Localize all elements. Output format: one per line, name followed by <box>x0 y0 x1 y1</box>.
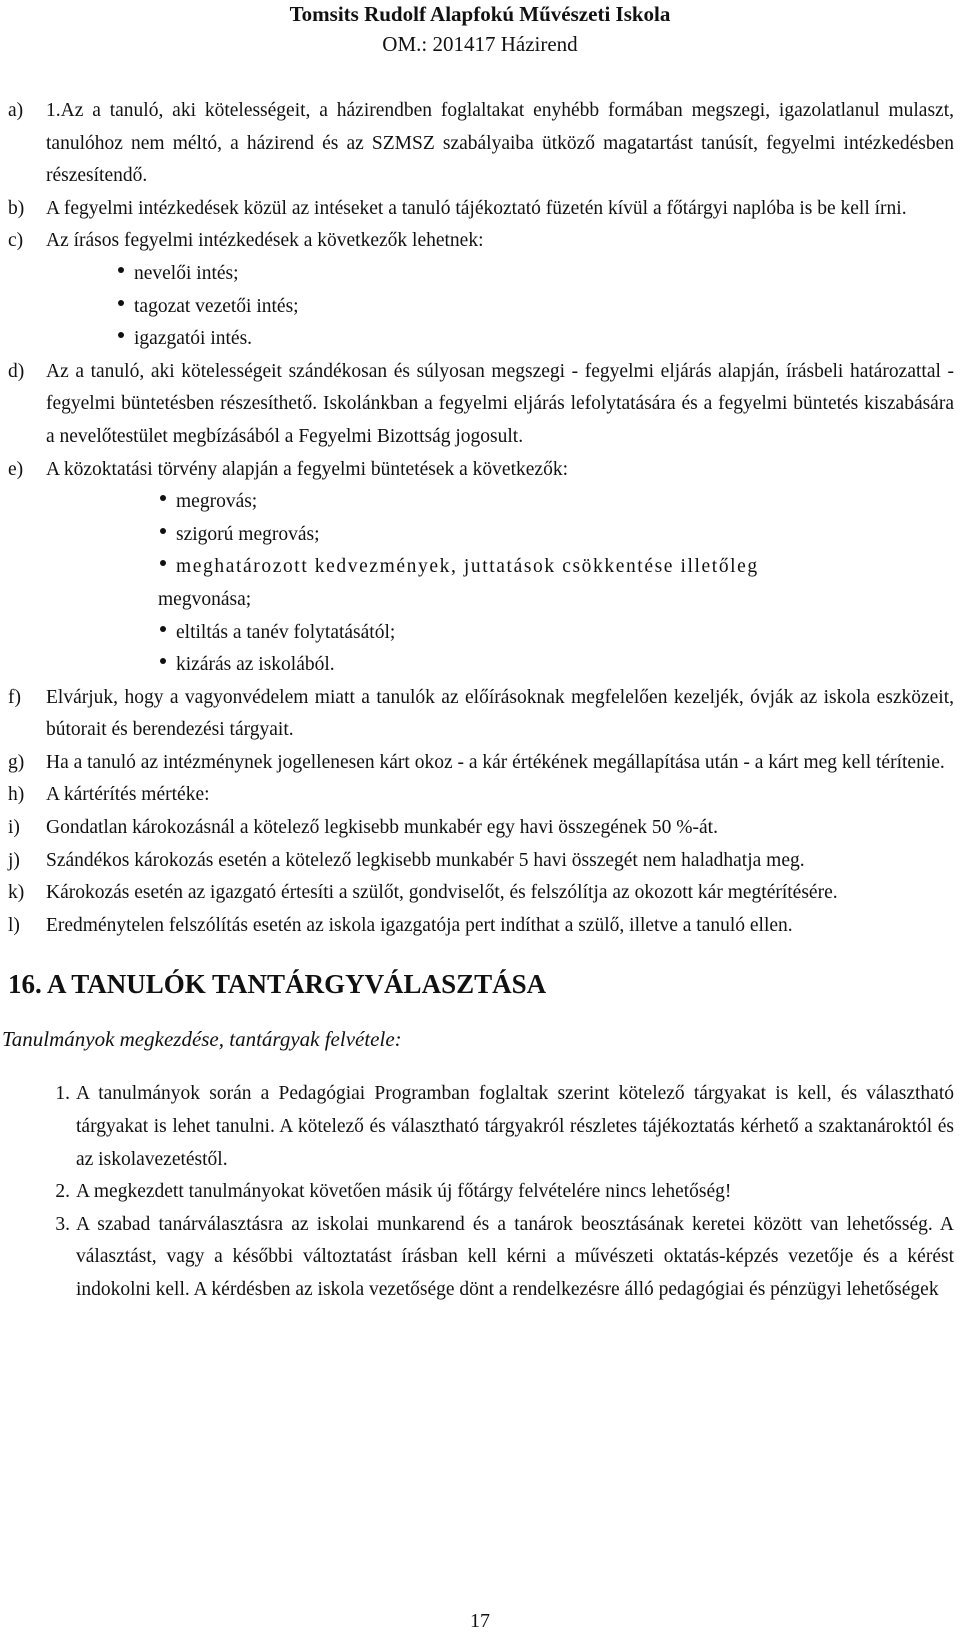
item-text: A tanulmányok során a Pedagógiai Programban foglaltak szerint kötelező tárgyakat is kell, és választható tárgyakat is lehet tanulni. A kötelező és választható tárgyakról részletes tájékoztatás kérhető a szaktanároktól és az iskolavezetéstől. <box>76 1083 954 1170</box>
list-item-g <box>8 747 954 780</box>
item-marker: h) <box>8 784 25 806</box>
school-name: Tomsits Rudolf Alapfokú Művészeti Iskola <box>289 2 671 26</box>
bullet-item: megrovás; <box>158 486 954 519</box>
item-text: Szándékos károkozás esetén a kötelező legkisebb munkabér 5 havi összegét nem haladhatja meg. <box>46 849 805 871</box>
item-marker: b) <box>8 197 25 219</box>
item-marker: g) <box>8 751 25 773</box>
list-item-f <box>8 682 954 747</box>
bullet-item: tagozat vezetői intés; <box>116 291 954 324</box>
bullet-icon <box>158 551 176 584</box>
bullet-item: igazgatói intés. <box>116 323 954 356</box>
item-text: A megkezdett tanulmányokat követően másik új főtárgy felvételére nincs lehetőség! <box>76 1181 732 1203</box>
item-number: 1. <box>55 1083 70 1105</box>
bullet-icon <box>158 649 176 682</box>
bullet-wrap-line: megvonása; <box>158 588 252 610</box>
bullet-item: eltiltás a tanév folytatásától; <box>158 617 954 650</box>
item-number: 3. <box>55 1213 70 1235</box>
subsection-title: Tanulmányok megkezdése, tantárgyak felvétele: <box>2 1027 402 1052</box>
e-bullet-list <box>8 486 954 584</box>
list-item-l <box>8 910 954 943</box>
list-item-k <box>8 877 954 910</box>
page-number: 17 <box>470 1610 490 1632</box>
item-marker: e) <box>8 458 24 480</box>
numbered-list <box>8 1078 954 1306</box>
numbered-item <box>40 1176 954 1209</box>
bullet-item: nevelői intés; <box>116 258 954 291</box>
list-item-c <box>8 225 954 258</box>
item-marker: j) <box>8 849 20 871</box>
list-item-d <box>8 356 954 454</box>
bullet-icon <box>116 323 134 356</box>
page-header <box>0 0 960 58</box>
bullet-item: kizárás az iskolából. <box>158 649 954 682</box>
document-body <box>2 95 954 1307</box>
list-item-a <box>8 95 954 193</box>
item-text: Gondatlan károkozásnál a kötelező legkisebb munkabér egy havi összegének 50 %-át. <box>46 817 718 839</box>
item-text: Ha a tanuló az intézménynek jogellenesen kárt okoz - a kár értékének megállapítása után - a kárt meg kell térítenie. <box>46 751 945 773</box>
item-marker: d) <box>8 360 25 382</box>
numbered-item <box>40 1209 954 1307</box>
item-text: Elvárjuk, hogy a vagyonvédelem miatt a tanulók az előírásoknak megfelelően kezeljék, óvják az iskola eszközeit, bútorait és berendezési tárgyait. <box>46 686 954 741</box>
item-text: A fegyelmi intézkedések közül az intéseket a tanuló tájékoztató füzetén kívül a főtárgyi naplóba is be kell írni. <box>46 197 907 219</box>
bullet-item: meghatározott kedvezmények, juttatások csökkentése illetőleg <box>158 551 954 584</box>
list-item-i <box>8 812 954 845</box>
item-marker: k) <box>8 882 25 904</box>
e-bullet-list-cont <box>8 617 954 682</box>
item-marker: i) <box>8 817 20 839</box>
item-marker: c) <box>8 230 24 252</box>
item-text: A szabad tanárválasztásra az iskolai munkarend és a tanárok beosztásának keretei között van lehetősség. A választást, vagy a későbbi változtatást írásban kell kérni a művészeti oktatás-képzés vezetője és a kérést indokolni kell. A kérdésben az iskola vezetősége dönt a rendelkezésre álló pedagógiai és pénzügyi lehetőségek <box>76 1213 954 1300</box>
item-marker: f) <box>8 686 21 708</box>
bullet-icon <box>116 258 134 291</box>
item-number: 2. <box>55 1181 70 1203</box>
item-marker: a) <box>8 100 24 121</box>
bullet-icon <box>116 291 134 324</box>
c-bullet-list <box>8 258 954 356</box>
list-item-h <box>8 779 954 812</box>
list-item-b <box>8 193 954 226</box>
section-title: 16. A TANULÓK TANTÁRGYVÁLASZTÁSA <box>8 969 547 1000</box>
document-id: OM.: 201417 Házirend <box>382 32 578 56</box>
item-text: Károkozás esetén az igazgató értesíti a szülőt, gondviselőt, és felszólítja az okozott kár megtérítésére. <box>46 882 838 904</box>
bullet-item: szigorú megrovás; <box>158 519 954 552</box>
item-text: A kártérítés mértéke: <box>46 784 210 806</box>
item-text: Eredménytelen felszólítás esetén az iskola igazgatója pert indíthat a szülő, illetve a tanuló ellen. <box>46 914 793 936</box>
item-text: Az a tanuló, aki kötelességeit szándékosan és súlyosan megszegi - fegyelmi eljárás alapján, írásbeli határozattal - fegyelmi büntetésben részesíthető. Iskolánkban a fegyelmi eljárás lefolytatására és a fegyelmi büntetés kiszabására a nevelőtestület megbízásából a Fegyelmi Bizottság jogosult. <box>46 360 954 447</box>
item-marker: l) <box>8 914 20 936</box>
numbered-item <box>40 1078 954 1176</box>
list-item-e <box>8 454 954 487</box>
bullet-icon <box>158 617 176 650</box>
bullet-icon <box>158 519 176 552</box>
item-text: 1.Az a tanuló, aki kötelességeit, a házirendben foglaltakat enyhébb formában megszegi, igazolatlanul mulaszt, tanulóhoz nem méltó, a házirend és az SZMSZ szabályaiba ütköző magatartást tanúsít, fegyelmi intézkedésben részesítendő. <box>46 100 954 187</box>
item-text: A közoktatási törvény alapján a fegyelmi büntetések a következők: <box>46 458 568 480</box>
item-text: Az írásos fegyelmi intézkedések a következők lehetnek: <box>46 230 484 252</box>
bullet-icon <box>158 486 176 519</box>
list-item-j <box>8 845 954 878</box>
